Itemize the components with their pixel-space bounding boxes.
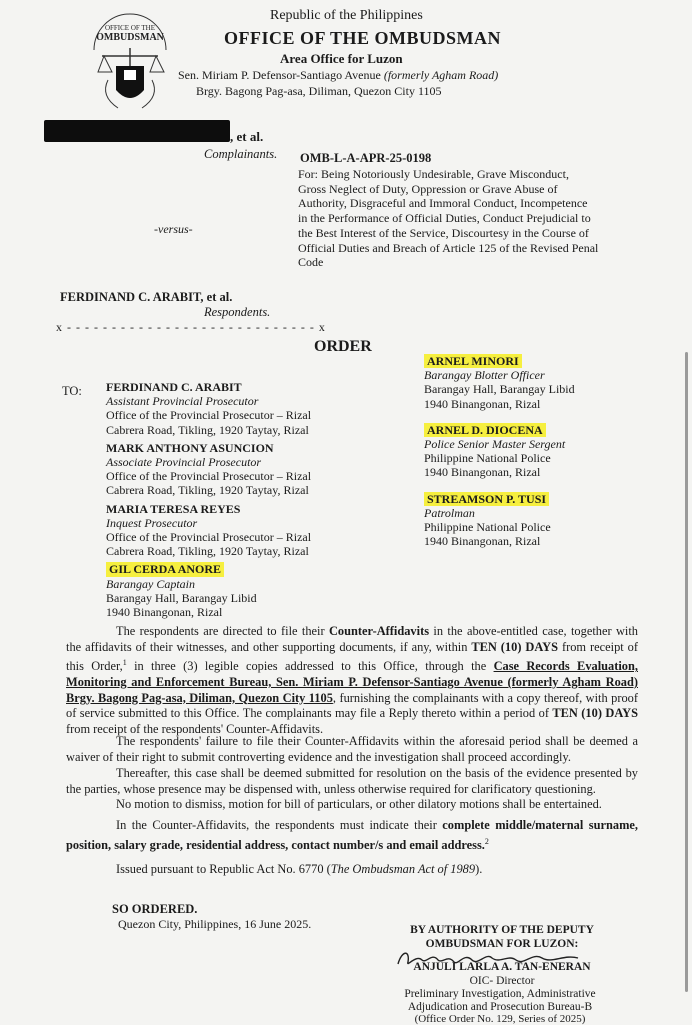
- addressee-address: Cabrera Road, Tikling, 1920 Taytay, Rizal: [106, 483, 309, 498]
- addressees-left: [106, 380, 311, 619]
- addressee-block: [106, 380, 311, 437]
- addressee-name: FERDINAND C. ARABIT: [106, 380, 242, 394]
- addressee-address: 1940 Binangonan, Rizal: [106, 605, 223, 620]
- paragraph-6: Issued pursuant to Republic Act No. 6770 (The Ombudsman Act of 1989).: [116, 862, 483, 876]
- addressee-address: 1940 Binangonan, Rizal: [424, 396, 541, 411]
- charge-line: For: Being Notoriously Undesirable, Grave Misconduct,: [298, 167, 569, 181]
- versus-label: -versus-: [154, 222, 193, 236]
- addressees-right: [424, 354, 575, 548]
- authority-line-2: OMBUDSMAN FOR LUZON:: [425, 938, 579, 950]
- caption-divider: x - - - - - - - - - - - - - - - - - - - - - - - - - - - - x: [56, 320, 326, 334]
- addressee-name: STREAMSON P. TUSI: [424, 492, 549, 506]
- bureau-line-3: (Office Order No. 129, Series of 2025): [414, 1013, 586, 1025]
- redacted-complainant: [44, 120, 230, 142]
- addressee-name: GIL CERDA ANORE: [106, 562, 224, 576]
- addressee-address: 1940 Binangonan, Rizal: [424, 534, 541, 549]
- case-number: OMB-L-A-APR-25-0198: [300, 151, 432, 165]
- addressee-title: Patrolman: [424, 505, 475, 520]
- complainants-label: Complainants.: [204, 147, 278, 161]
- addressee-block: [424, 354, 575, 411]
- svg-text:OMBUDSMAN: OMBUDSMAN: [96, 32, 164, 43]
- republic-line: Republic of the Philippines: [270, 8, 423, 23]
- charge-line: in the Performance of Official Duties, Conduct Prejudicial to: [298, 211, 591, 226]
- addressee-block: [106, 562, 311, 619]
- charge-line: Authority, Disgraceful and Immoral Conduct, Incompetence: [298, 196, 588, 211]
- addressee-title: Police Senior Master Sergent: [424, 437, 566, 452]
- paragraph-1: The respondents are directed to file their Counter-Affidavits in the above-entitled case, together with the affidavits of their witnesses, and other supporting documents, if any, within TEN (10) DAYS from receipt of this Order,$^1$ in three (3) legible copies addressed to this Office, through the Case Records Evaluation, Monitoring and Enforcement Bureau, Sen. Miriam P. Defensor-Santiago Avenue (formerly Agham Road) Brgy. Bagong Pag-asa, Diliman, Quezon City 1105, furnishing the complainants with a copy thereof, with proof of service submitted to this Office. The complainants may file a Reply thereto within a period of TEN (10) DAYS from receipt of the respondents' Counter-Affidavits.: [66, 624, 638, 736]
- addressee-title: Associate Provincial Prosecutor: [106, 455, 262, 470]
- signatory-name: ANJULI LARLA A. TAN-ENERAN: [413, 961, 591, 973]
- case-charges: [298, 167, 598, 270]
- place-date: Quezon City, Philippines, 16 June 2025.: [118, 917, 312, 931]
- paragraph-5: In the Counter-Affidavits, the respondents must indicate their complete middle/maternal surname, position, salary grade, residential address, contact number/s and email address.$^2$: [66, 818, 638, 852]
- ombudsman-seal-icon: [88, 10, 172, 114]
- complainant-suffix: , et al.: [230, 129, 264, 144]
- paragraph-2: The respondents' failure to file their Counter-Affidavits within the aforesaid period shall be deemed a waiver of their right to submit controverting evidence and the investigation shall proceed accordingly.: [66, 734, 638, 764]
- signatory-position: OIC- Director: [469, 975, 535, 987]
- addressee-name: MARIA TERESA REYES: [106, 501, 241, 516]
- charge-line: the Best Interest of the Service, Discourtesy in the Course of: [298, 225, 589, 240]
- addressee-address: Cabrera Road, Tikling, 1920 Taytay, Rizal: [106, 422, 309, 437]
- address-line-2: Brgy. Bagong Pag-asa, Diliman, Quezon City 1105: [196, 84, 442, 98]
- paragraph-3: Thereafter, this case shall be deemed submitted for resolution on the basis of the evidence presented by the parties, whose presence may be dispensed with, unless otherwise required for clarificatory questioning.: [66, 766, 638, 796]
- addressee-address: Cabrera Road, Tikling, 1920 Taytay, Rizal: [106, 544, 309, 559]
- svg-text:OFFICE OF THE: OFFICE OF THE: [104, 24, 156, 32]
- respondent-caption: FERDINAND C. ARABIT, et al.: [60, 290, 233, 304]
- addressee-title: Barangay Captain: [106, 576, 195, 591]
- bureau-line-1: Preliminary Investigation, Administrative: [404, 988, 596, 1000]
- to-label: TO:: [62, 384, 82, 398]
- addressee-office: Barangay Hall, Barangay Libid: [106, 590, 257, 605]
- so-ordered: SO ORDERED.: [112, 902, 198, 916]
- addressee-name: ARNEL MINORI: [424, 354, 522, 368]
- addressee-office: Office of the Provincial Prosecutor – Rizal: [106, 469, 312, 484]
- addressee-office: Office of the Provincial Prosecutor – Rizal: [106, 408, 312, 423]
- addressee-block: [106, 441, 311, 498]
- office-title: OFFICE OF THE OMBUDSMAN: [224, 28, 502, 48]
- addressee-office: Office of the Provincial Prosecutor – Rizal: [106, 530, 312, 545]
- addressee-title: Barangay Blotter Officer: [424, 368, 545, 383]
- order-title: ORDER: [314, 338, 372, 355]
- charge-line: Code: [298, 255, 324, 270]
- paragraph-4: No motion to dismiss, motion for bill of particulars, or other dilatory motions shall be entertained.: [116, 797, 602, 811]
- addressee-block: [424, 423, 575, 480]
- respondents-label: Respondents.: [204, 305, 271, 319]
- addressee-title: Inquest Prosecutor: [106, 515, 198, 530]
- addressee-block: [424, 492, 575, 549]
- address-line-1: Sen. Miriam P. Defensor-Santiago Avenue (formerly Agham Road): [178, 68, 499, 82]
- charge-line: Official Duties and Breach of Article 125 of the Revised Penal: [298, 240, 599, 255]
- bureau-line-2: Adjudication and Prosecution Bureau-B: [407, 1001, 593, 1013]
- addressee-office: Philippine National Police: [424, 520, 551, 535]
- addressee-block: [106, 502, 311, 559]
- area-office: Area Office for Luzon: [280, 51, 403, 66]
- charge-line: Gross Neglect of Duty, Oppression or Grave Abuse of: [298, 181, 558, 196]
- addressee-title: Assistant Provincial Prosecutor: [106, 394, 259, 409]
- addressee-name: MARK ANTHONY ASUNCION: [106, 440, 274, 455]
- authority-line-1: BY AUTHORITY OF THE DEPUTY: [410, 924, 594, 936]
- scrollbar[interactable]: [685, 352, 688, 992]
- addressee-address: 1940 Binangonan, Rizal: [424, 465, 541, 480]
- addressee-office: Barangay Hall, Barangay Libid: [424, 382, 575, 397]
- addressee-name: ARNEL D. DIOCENA: [424, 423, 546, 437]
- addressee-office: Philippine National Police: [424, 451, 551, 466]
